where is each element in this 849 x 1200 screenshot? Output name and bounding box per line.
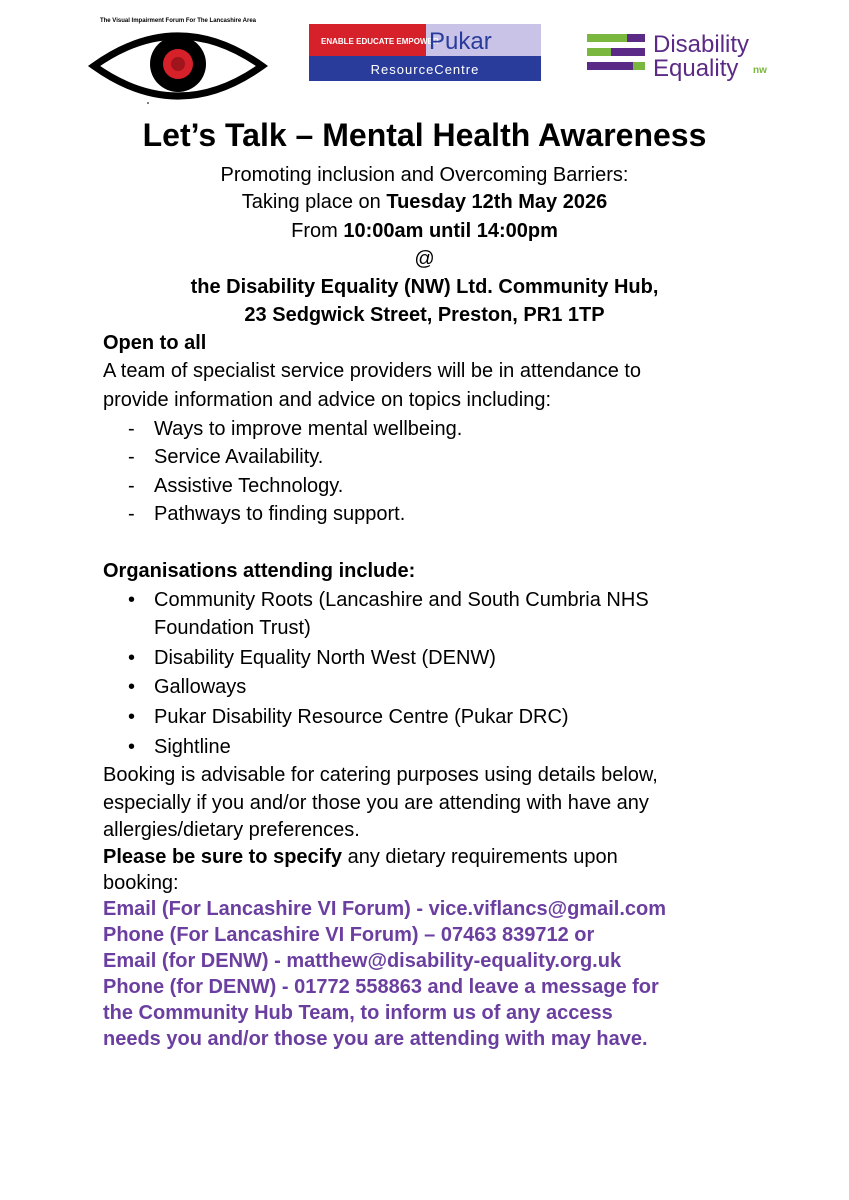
- specify-bold: Please be sure to specify: [103, 846, 343, 868]
- venue-line2: 23 Sedgwick Street, Preston, PR1 1TP: [244, 304, 605, 326]
- contact-note-line1: the Community Hub Team, to inform us of any access: [103, 1002, 613, 1024]
- pukar-sub: ResourceCentre: [370, 62, 480, 77]
- specify-line2: booking:: [103, 872, 179, 894]
- open-heading: Open to all: [103, 332, 207, 354]
- date-prefix: Taking place on: [241, 191, 387, 213]
- at-symbol: @: [414, 248, 435, 270]
- contact-phone-denw[interactable]: Phone (for DENW) - 01772 558863 and leave a message for: [103, 976, 659, 998]
- specify-line: [103, 844, 618, 870]
- event-time: 10:00am until 14:00pm: [343, 220, 558, 242]
- page-title: Let’s Talk – Mental Health Awareness: [142, 117, 707, 153]
- booking-line1: Booking is advisable for catering purposes using details below,: [103, 764, 658, 786]
- venue-line1: the Disability Equality (NW) Ltd. Community Hub,: [190, 276, 659, 298]
- subtitle: Promoting inclusion and Overcoming Barriers:: [220, 164, 629, 186]
- date-line: [0, 189, 849, 215]
- specify-rest: any dietary requirements upon: [342, 846, 618, 868]
- de-line2: Equality: [653, 55, 739, 82]
- contact-phone-vi[interactable]: Phone (For Lancashire VI Forum) – 07463 839712 or: [103, 924, 595, 946]
- contact-email-denw[interactable]: Email (for DENW) - matthew@disability-equality.org.uk: [103, 950, 622, 972]
- intro-line1: A team of specialist service providers will be in attendance to: [103, 360, 642, 382]
- orgs-heading: Organisations attending include:: [103, 560, 416, 582]
- contact-email-vi[interactable]: Email (For Lancashire VI Forum) - vice.viflancs@gmail.com: [103, 898, 666, 920]
- contact-note-line2: needs you and/or those you are attending with may have.: [103, 1028, 648, 1050]
- vi-forum-logo-text: The Visual Impairment Forum For The Lancashire Area: [99, 18, 257, 24]
- intro-line2: provide information and advice on topics including:: [103, 389, 552, 411]
- disability-equality-logo: [585, 26, 785, 82]
- vi-forum-logo: [86, 14, 270, 104]
- pukar-name: Pukar: [429, 28, 492, 55]
- time-line: [0, 218, 849, 244]
- pukar-tagline: ENABLE EDUCATE EMPOWER: [321, 37, 439, 46]
- pukar-logo: [309, 24, 541, 81]
- time-prefix: From: [291, 220, 344, 242]
- booking-line3: allergies/dietary preferences.: [103, 819, 360, 841]
- de-line1: Disability: [653, 31, 750, 58]
- event-date: Tuesday 12th May 2026: [386, 191, 608, 213]
- booking-line2: especially if you and/or those you are attending with have any: [103, 792, 649, 814]
- de-nw: nw: [753, 65, 767, 76]
